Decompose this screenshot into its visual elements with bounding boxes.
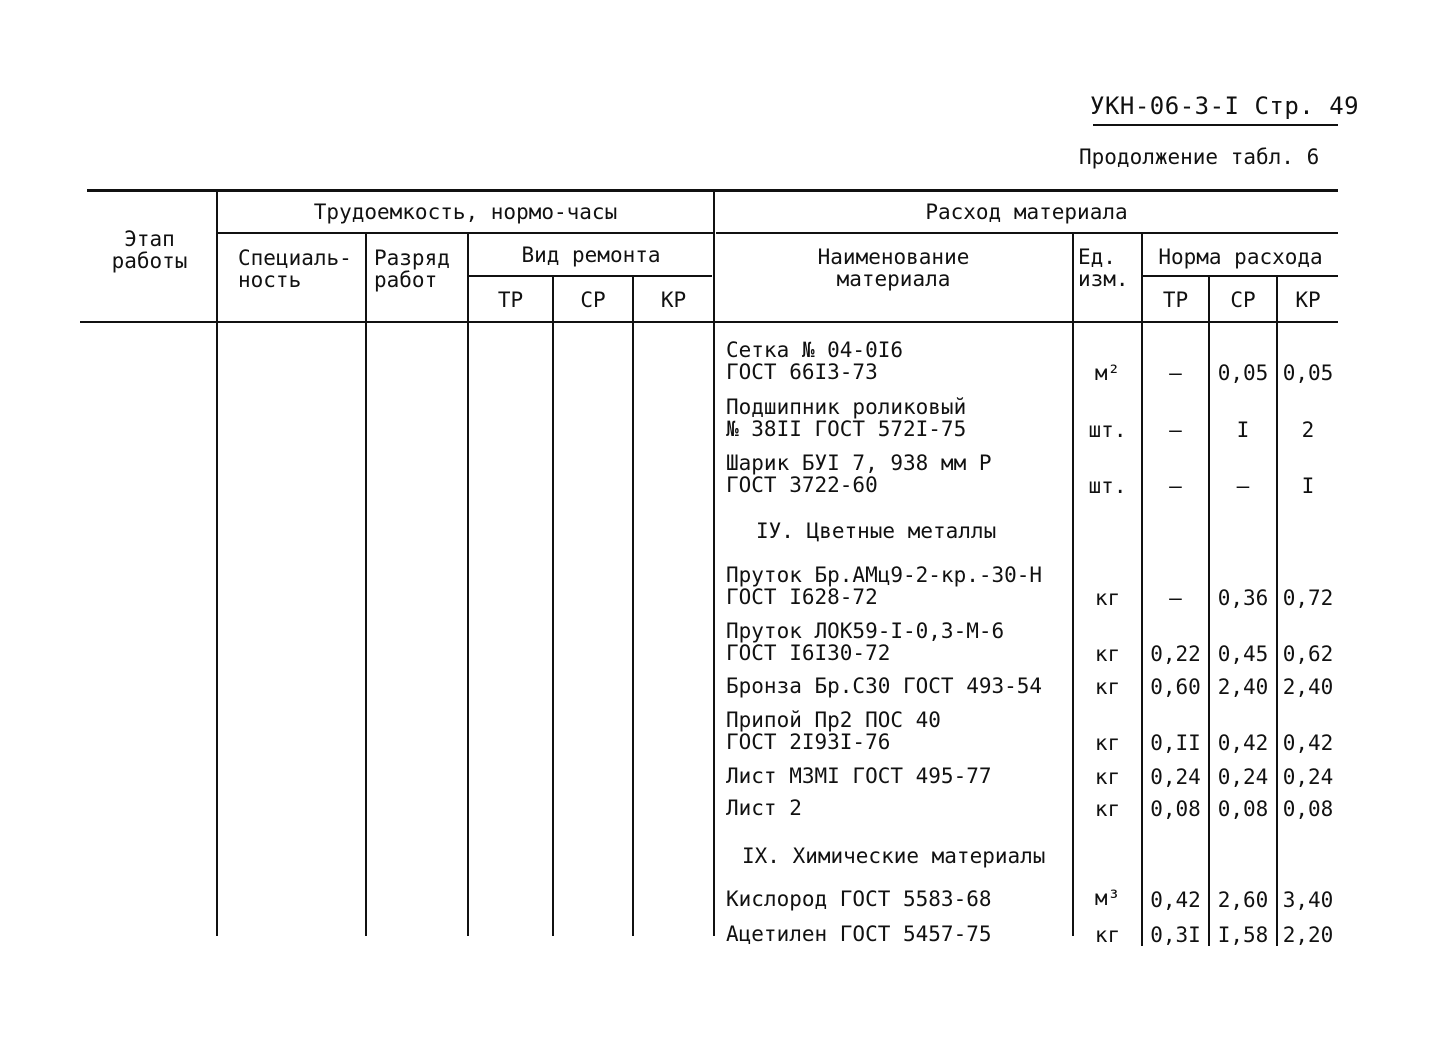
material-name-line: Бронза Бр.С30 ГОСТ 493-54 (726, 674, 1043, 698)
section-heading: IX. Химические материалы (742, 844, 1046, 868)
norm-tr-cell: – (1169, 361, 1182, 385)
material-name-line: Подшипник роликовый (726, 395, 967, 419)
material-name-line: Шарик БУI 7, 938 мм Р (726, 451, 992, 475)
material-name-header (715, 246, 1072, 290)
norm-sr-cell: 0,24 (1217, 765, 1269, 789)
material-group-header: Расход материала (925, 200, 1128, 224)
repair-type-header: Вид ремонта (521, 243, 661, 267)
labor-header-rule (218, 232, 713, 234)
unit-header-line1: Ед. (1078, 245, 1116, 269)
material-name-header-line1: Наименование (817, 245, 970, 269)
unit-cell: кг (1094, 923, 1121, 947)
specialty-header-line1: Специаль- (238, 246, 352, 270)
material-name-line: ГОСТ 66I3-73 (726, 360, 878, 384)
section-heading: IУ. Цветные металлы (756, 519, 997, 543)
norm-sr-cell: 0,08 (1217, 797, 1269, 821)
unit-cell: кг (1094, 731, 1121, 755)
unit-cell: кг (1094, 765, 1121, 789)
material-name-line: ГОСТ 3722-60 (726, 473, 878, 497)
header-bottom-rule (80, 321, 1338, 323)
table-continuation-label: Продолжение табл. 6 (1079, 145, 1320, 169)
norm-kr-cell: 0,24 (1282, 765, 1334, 789)
col-line-labor-end (713, 190, 715, 936)
unit-cell: шт. (1088, 418, 1127, 442)
grade-header (374, 247, 450, 291)
stage-header-line2: работы (111, 249, 188, 273)
material-name-line: № 38II ГОСТ 572I-75 (726, 417, 967, 441)
table-row-material (726, 765, 992, 787)
unit-cell: м³ (1094, 886, 1121, 910)
norm-tr-cell: – (1169, 586, 1182, 610)
norm-kr-cell: 2,20 (1282, 923, 1334, 947)
document-code-underline (1093, 124, 1338, 126)
norm-sr-cell: I (1236, 418, 1250, 442)
repair-col-sr: СР (580, 288, 606, 312)
norm-tr-cell: 0,22 (1150, 642, 1201, 666)
col-line-material-name (1072, 234, 1074, 936)
norm-sr-cell: 0,36 (1217, 586, 1269, 610)
norm-kr-cell: I (1301, 474, 1315, 498)
norm-sr-cell: 2,40 (1217, 675, 1269, 699)
material-name-line: Ацетилен ГОСТ 5457-75 (726, 922, 992, 946)
unit-cell: кг (1094, 675, 1121, 699)
norm-kr-cell: 0,05 (1282, 361, 1334, 385)
col-line-tr (552, 277, 554, 936)
table-row-material (726, 620, 1004, 664)
material-name-line: Сетка № 04-0I6 (726, 338, 904, 362)
col-line-grade (467, 234, 469, 936)
col-line-sr (632, 277, 634, 936)
grade-header-line1: Разряд (374, 246, 450, 270)
unit-cell: кг (1094, 586, 1121, 610)
stage-header (87, 228, 212, 272)
stage-header-line1: Этап (124, 227, 175, 251)
norm-tr-cell: 0,60 (1150, 675, 1201, 699)
unit-header-line2: изм. (1078, 267, 1129, 291)
repair-col-tr: ТР (497, 288, 524, 312)
norm-tr-cell: 0,24 (1150, 765, 1201, 789)
norm-col-sr: СР (1230, 288, 1256, 312)
table-row-material (726, 923, 992, 945)
norm-kr-cell: 2 (1301, 418, 1315, 442)
norm-kr-cell: 0,72 (1282, 586, 1334, 610)
table-row-material (726, 709, 941, 753)
material-name-line: Кислород ГОСТ 5583-68 (726, 887, 992, 911)
unit-cell: шт. (1088, 474, 1127, 498)
norm-kr-cell: 3,40 (1282, 888, 1334, 912)
document-code: УКН-06-3-I Стр. 49 (1090, 92, 1360, 120)
specialty-header-line2: ность (238, 268, 302, 292)
table-row-material (726, 564, 1042, 608)
norm-tr-cell: 0,II (1150, 731, 1201, 755)
norm-sr-cell: 0,05 (1217, 361, 1269, 385)
unit-cell: кг (1094, 797, 1121, 821)
norm-header: Норма расхода (1158, 245, 1323, 269)
material-name-line: ГОСТ I6I30-72 (726, 641, 891, 665)
material-header-rule (716, 232, 1338, 234)
material-name-header-line2: материала (836, 267, 951, 291)
labor-group-header: Трудоемкость, нормо-часы (313, 200, 618, 224)
norm-sr-cell: I,58 (1217, 923, 1269, 947)
norm-kr-cell: 0,42 (1282, 731, 1334, 755)
specialty-header (238, 247, 352, 291)
unit-cell: м² (1094, 361, 1121, 385)
norm-sr-cell: 2,60 (1217, 888, 1269, 912)
norm-sr-cell: 0,45 (1217, 642, 1269, 666)
norm-kr-cell: 0,62 (1282, 642, 1334, 666)
material-name-line: Пруток Бр.АМц9-2-кр.-30-Н (726, 563, 1043, 587)
repair-col-kr: КР (660, 288, 687, 312)
unit-header (1078, 246, 1129, 290)
norm-kr-cell: 2,40 (1282, 675, 1334, 699)
table-row-material (726, 339, 903, 383)
norm-tr-cell: – (1169, 474, 1182, 498)
table-row-material (726, 396, 966, 440)
norm-tr-cell: 0,08 (1150, 797, 1201, 821)
unit-cell: кг (1094, 642, 1121, 666)
norm-tr-cell: 0,42 (1150, 888, 1201, 912)
norm-tr-cell: – (1169, 418, 1182, 442)
material-name-line: ГОСТ 2I93I-76 (726, 730, 891, 754)
col-line-stage (216, 190, 218, 936)
norm-col-kr: КР (1295, 288, 1321, 312)
table-row-material (726, 888, 992, 910)
material-name-line: Пруток ЛОК59-I-0,3-М-6 (726, 619, 1005, 643)
table-row-material (726, 797, 802, 819)
norm-tr-cell: 0,3I (1150, 923, 1201, 947)
material-name-line: ГОСТ I628-72 (726, 585, 878, 609)
table-row-material (726, 452, 992, 496)
norm-rule (1143, 275, 1338, 277)
material-name-line: Лист 2 (726, 796, 802, 820)
table-row-material (726, 675, 1042, 697)
col-line-specialty (365, 234, 367, 936)
norm-kr-cell: 0,08 (1282, 797, 1334, 821)
norm-col-tr: ТР (1162, 288, 1189, 312)
grade-header-line2: работ (374, 268, 438, 292)
material-name-line: Припой Пр2 ПОС 40 (726, 708, 941, 732)
repair-type-rule (468, 275, 712, 277)
norm-sr-cell: – (1236, 474, 1250, 498)
norm-sr-cell: 0,42 (1217, 731, 1269, 755)
material-name-line: Лист М3МI ГОСТ 495-77 (726, 764, 992, 788)
